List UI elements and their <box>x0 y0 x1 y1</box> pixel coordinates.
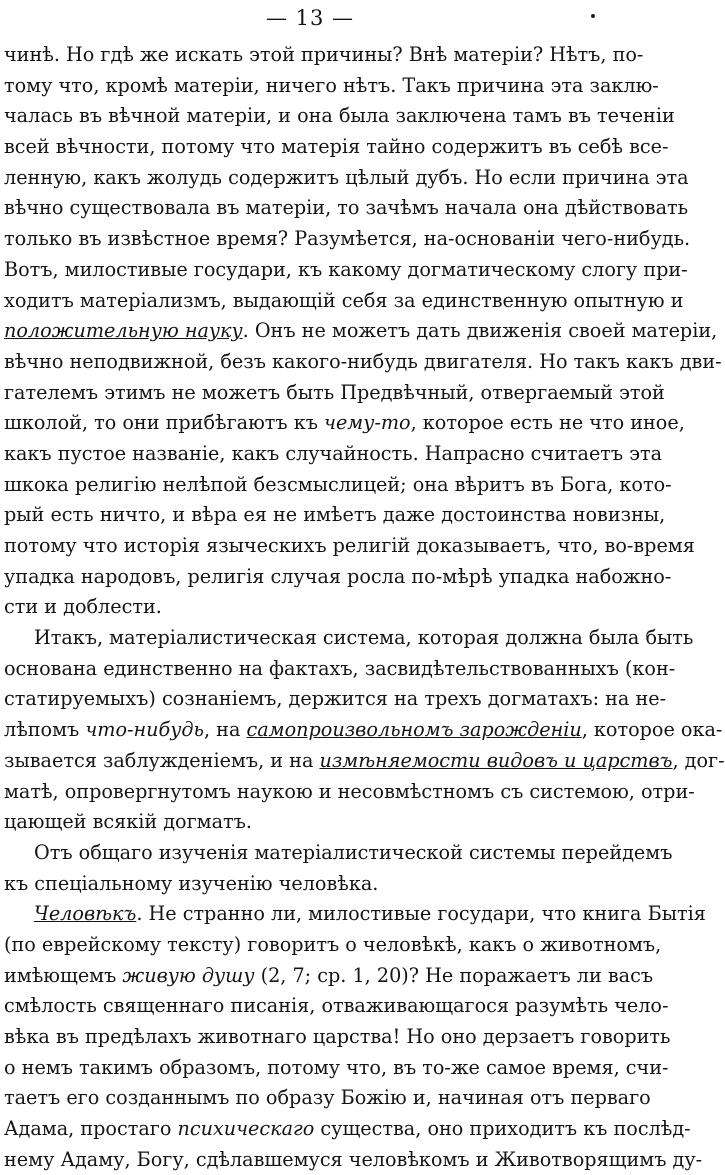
text-line <box>4 224 691 255</box>
text-segment: чалась въ вѣчной матеріи, и она была заключена тамъ въ теченіи <box>4 104 675 128</box>
text-segment: . Не странно ли, милостивые государи, что книга Бытія <box>136 902 706 926</box>
text-line <box>4 286 684 317</box>
text-line <box>4 132 669 163</box>
emphasized-text: психическаго <box>177 1117 315 1141</box>
text-segment: рый есть ничто, и вѣра ея не имѣетъ даже достоинства новизны, <box>4 503 666 527</box>
text-segment: упадка народовъ, религія случая росла по-мѣрѣ упадка набожно- <box>4 564 672 588</box>
text-line <box>4 101 675 132</box>
text-segment: всей вѣчности, потому что матерія тайно содержитъ въ себѣ все- <box>4 135 669 159</box>
text-segment: Итакъ, матеріалистическая система, которая должна была быть <box>34 626 694 650</box>
emphasized-text: что-нибудь <box>85 718 204 742</box>
text-segment: матѣ, опровергнутомъ наукою и несовмѣстномъ съ системою, отри- <box>4 779 695 803</box>
text-line <box>4 1083 651 1114</box>
text-segment: статируемыхъ) сознаніемъ, держится на трехъ догматахъ: на не- <box>4 687 667 711</box>
text-segment: (2, 7; ср. 1, 20)? Не поражаетъ ли васъ <box>254 963 654 987</box>
text-line <box>4 991 669 1022</box>
text-segment: вѣчно неподвижной, безъ какого-нибудь двигателя. Но такъ какъ дви- <box>4 349 722 373</box>
text-line <box>4 470 672 501</box>
text-segment: ходитъ матеріализмъ, выдающій себя за единственную опытную и <box>4 288 684 312</box>
text-line <box>4 255 688 286</box>
text-line <box>4 1022 671 1053</box>
text-segment: школой, то они прибѣгаютъ къ <box>4 411 325 435</box>
text-line <box>4 715 723 746</box>
text-line <box>4 1053 669 1084</box>
text-line <box>4 562 672 593</box>
text-segment: . Онъ не можетъ дать движенія своей матеріи, <box>242 319 718 343</box>
text-line <box>4 347 722 378</box>
text-line <box>4 71 659 102</box>
text-segment: Вотъ, милостивые государи, къ какому догматическому слогу при- <box>4 257 688 281</box>
text-line <box>4 869 616 900</box>
emphasized-text: Человѣкъ <box>34 902 137 926</box>
text-line <box>4 1114 691 1145</box>
text-segment: вѣчно существовала въ матеріи, то зачѣмъ начала она дѣйствовать <box>4 196 689 220</box>
text-segment: имѣющемъ <box>4 963 123 987</box>
text-segment: только въ извѣстное время? Разумѣется, на-основаніи чего-нибудь. <box>4 227 691 251</box>
text-segment: о немъ такимъ образомъ, потому что, въ то-же самое время, счи- <box>4 1055 669 1079</box>
text-segment: зывается заблужденіемъ, и на <box>4 748 320 772</box>
text-segment: вѣка въ предѣлахъ животнаго царства! Но оно дерзаетъ говорить <box>4 1025 671 1048</box>
text-line <box>4 531 695 562</box>
body-text <box>4 40 725 1175</box>
text-segment: , которое есть не что иное, <box>410 411 685 435</box>
text-segment: Отъ общаго изученія матеріалистической системы перейдемъ <box>34 840 673 864</box>
text-segment: смѣлость священнаго писанія, отваживающагося разумѣть чело- <box>4 994 669 1018</box>
text-segment: шкока религію нелѣпой безсмыслицей; она вѣритъ въ Бога, кото- <box>4 472 672 496</box>
text-segment: тому что, кромѣ матеріи, ничего нѣтъ. Такъ причина эта заклю- <box>4 73 659 97</box>
text-segment: (по еврейскому тексту) говоритъ о человѣкѣ, какъ о животномъ, <box>4 932 662 956</box>
text-line <box>4 838 673 869</box>
text-line <box>4 930 662 961</box>
text-line <box>4 500 666 531</box>
emphasized-text: чему-то <box>324 411 411 435</box>
text-segment: чинѣ. Но гдѣ же искать этой причины? Внѣ матеріи? Нѣтъ, по- <box>4 43 644 66</box>
text-line <box>4 654 676 685</box>
emphasized-text: измѣняемости видовъ и царствъ <box>319 748 673 772</box>
text-segment: Адама, простаго <box>4 1117 178 1141</box>
text-line <box>4 40 644 71</box>
text-segment: нему Адаму, Богу, сдѣлавшемуся человѣкомъ и Животворящимъ ду- <box>4 1147 703 1171</box>
text-line <box>4 163 689 194</box>
text-segment: таетъ его созданнымъ по образу Божію и, начиная отъ перваго <box>4 1086 651 1110</box>
text-line <box>4 961 654 992</box>
text-segment: , на <box>203 718 247 742</box>
text-segment: къ спеціальному изученію человѣка. <box>4 871 379 895</box>
text-segment: потому что исторія языческихъ религій доказываетъ, что, во-время <box>4 534 695 557</box>
text-line <box>4 193 689 224</box>
text-segment: ленную, какъ жолудь содержитъ цѣлый дубъ. Но если причина эта <box>4 165 689 189</box>
text-line <box>4 439 663 470</box>
text-segment: сти и доблести. <box>4 595 162 619</box>
text-segment: лѣпомъ <box>4 718 86 742</box>
text-segment: гателемъ этимъ не можетъ быть Предвѣчный, отвергаемый этой <box>4 380 665 404</box>
text-line <box>4 746 725 777</box>
text-segment: , которое ока- <box>581 718 723 742</box>
text-segment: какъ пустое названіе, какъ случайность. Напрасно считаетъ эта <box>4 441 663 465</box>
page-number: — 13 — <box>265 6 355 30</box>
text-line <box>4 623 694 654</box>
text-segment: основана единственно на фактахъ, засвидѣтельствованныхъ (кон- <box>4 656 676 680</box>
emphasized-text: положительную науку <box>4 319 243 343</box>
emphasized-text: живую душу <box>122 963 255 987</box>
text-segment: цающей всякій догматъ. <box>4 810 252 834</box>
text-line <box>4 592 616 623</box>
text-segment: существа, оно приходитъ къ послѣд- <box>314 1117 691 1141</box>
text-line <box>4 316 718 347</box>
text-line <box>4 777 695 808</box>
text-line <box>4 807 616 838</box>
text-line <box>4 378 665 409</box>
text-line <box>4 1145 703 1175</box>
print-speck <box>591 14 595 18</box>
text-line <box>4 684 667 715</box>
text-line <box>4 408 685 439</box>
emphasized-text: самопроизвольномъ зарожденіи <box>246 718 582 742</box>
text-line <box>4 899 706 930</box>
text-segment: , дог- <box>672 748 725 772</box>
